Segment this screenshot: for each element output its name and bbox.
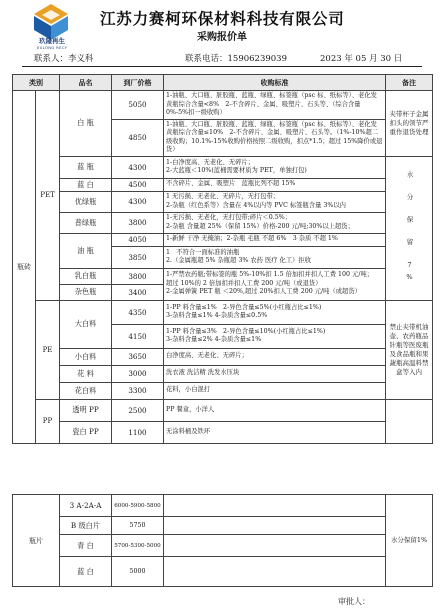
- price-value: 3800: [112, 212, 164, 233]
- table-row: [13, 178, 433, 191]
- pe-note: 禁止夹带机油壶、农药瓶品针瓶等医废瓶及食品瓶和果蔬瓶高温料禁盒等入内: [386, 300, 433, 399]
- table-row: [13, 212, 433, 233]
- price-value: 2500: [112, 399, 164, 421]
- price-value: 3800: [112, 268, 164, 284]
- category-pe: PE: [36, 300, 60, 399]
- price-value: 4050: [112, 233, 164, 246]
- pet-note: 水 分 保 留 7%: [386, 156, 433, 300]
- price-value: 3300: [112, 382, 164, 399]
- approver-label: 审批人：: [338, 597, 370, 606]
- product-name: 花 料: [60, 365, 112, 382]
- table-row: [13, 268, 433, 284]
- standard-empty: [164, 517, 386, 535]
- standard-text: 1-PP 料含量≤1% 2-异色含量≤5%(小红瓶占比≤1%) 3-杂料含量≤1% 4-杂质含量≤0.5%: [164, 300, 386, 324]
- price-value: 6000-5900-5800: [112, 495, 164, 517]
- table-row: [13, 421, 433, 443]
- product-name: 普绿瓶: [60, 212, 112, 233]
- header-divider: [22, 66, 422, 67]
- table-row: [13, 399, 433, 421]
- product-name: 蓝 白: [60, 178, 112, 191]
- table-row: [13, 300, 433, 324]
- product-name: 白 瓶: [60, 91, 112, 157]
- price-value: 4350: [112, 300, 164, 324]
- price-value: 3650: [112, 348, 164, 365]
- price-value: 5000: [112, 557, 164, 587]
- product-name: 3 A-2A-A: [60, 495, 112, 517]
- standard-text: 1-新鲜 干净 无掩油；2-杂瓶 毛瓶 不超 6% 3 杂质 不超 1%: [164, 233, 386, 246]
- price-value: 3000: [112, 365, 164, 382]
- standard-text: 不含碎片、金属、吸塑片 蓝瓶比列不超 15%: [164, 178, 386, 191]
- quote-date: 2023 年 05 月 30 日: [320, 54, 403, 64]
- price-value: 4150: [112, 324, 164, 348]
- pp-note-empty: [386, 399, 433, 443]
- standard-text: 1 无污损、无老化、无碎片，无打包带； 2-杂瓶（红色系等）含量在 4%以内等 PVC 标签瓶含量 3%以内: [164, 191, 386, 212]
- logo-text: 玖隆再生: [39, 37, 65, 45]
- table-row: [13, 557, 433, 587]
- standard-text: 1-白净度高、无老化、无碎片； 2-大蓝瓶＜10%(蓝桶需要材质为 PET，单独打包): [164, 156, 386, 178]
- table-row: [13, 495, 433, 517]
- product-name: 青 白: [60, 535, 112, 557]
- standard-text: 1-油瓶、大口瓶、脏胶瓶、蓝瓶、绿瓶、标签瓶（psc 标、纸标等）、老化发黄瓶综合含量<8% 2-不含碎片、金属、吸塑片、石头等、（综合含量 0%-5%扣一级收购）: [164, 91, 386, 120]
- table-header-row: [13, 75, 433, 91]
- product-name: 蓝 瓶: [60, 156, 112, 178]
- contact-person: 联系人：李义科: [34, 54, 94, 64]
- table-row: [13, 348, 433, 365]
- table-row: [13, 382, 433, 399]
- price-value: 3400: [112, 284, 164, 300]
- price-value: 1100: [112, 421, 164, 443]
- table-row: [13, 91, 433, 120]
- header-product: 品名: [60, 75, 112, 91]
- price-table: [12, 74, 433, 444]
- standard-empty: [164, 535, 386, 557]
- header-category: 类别: [13, 75, 60, 91]
- standard-empty: [164, 557, 386, 587]
- document-title: 采购报价单: [197, 32, 247, 43]
- table-row: [13, 517, 433, 535]
- standard-text: 无涂料桶及铁环: [164, 421, 386, 443]
- product-name: 乳白瓶: [60, 268, 112, 284]
- category-pp: PP: [36, 399, 60, 443]
- standard-empty: [164, 495, 386, 517]
- product-name: 蓝 白: [60, 557, 112, 587]
- flake-note: 水分保留1%: [386, 495, 433, 587]
- product-name: 优绿瓶: [60, 191, 112, 212]
- product-name: 花白料: [60, 382, 112, 399]
- logo-subtext: JIULONG RECY: [36, 45, 68, 50]
- price-value: 4300: [112, 191, 164, 212]
- product-name: 杂色瓶: [60, 284, 112, 300]
- header-standard: 收购标准: [164, 75, 386, 91]
- standard-text: 1-无污损、无老化，无打包带;碎片＜0.5%； 2-杂瓶 含量超 25%（保留 15%）价格-200 元/吨;30%以上超货；: [164, 212, 386, 233]
- standard-text: 白净度高、无老化、无碎片；: [164, 348, 386, 365]
- price-value: 5700-5300-5000: [112, 535, 164, 557]
- header-price: 到厂价格: [112, 75, 164, 91]
- header-note: 备注: [386, 75, 433, 91]
- category-bottle: 瓶砖: [13, 91, 36, 444]
- table-row: [13, 365, 433, 382]
- product-name: 透明 PP: [60, 399, 112, 421]
- standard-text: 1-PP 料含量≤3% 2-异色含量≤10%(小红瓶占比≤1%) 3-杂料含量≤2% 4-杂质含量≤1%: [164, 324, 386, 348]
- price-value: 3850: [112, 246, 164, 268]
- standard-text: PP 餐盒，小洋人: [164, 399, 386, 421]
- category-pet: PET: [36, 91, 60, 301]
- table-row: [13, 156, 433, 178]
- white-bottle-note: 夹带杯子金属扣头的领节严重作退货处理: [386, 91, 433, 157]
- table-row: [13, 191, 433, 212]
- product-name: 瓷白 PP: [60, 421, 112, 443]
- price-value: 5050: [112, 91, 164, 120]
- category-flake: 瓶片: [13, 495, 60, 587]
- table-row: [13, 535, 433, 557]
- price-value: 5750: [112, 517, 164, 535]
- standard-text: 1-严禁农药瓶;带标签的瓶 5%-10%扣 1.5 倍加扣并扣人工费 100 元/吨； 超过 10%的 2 倍加扣并扣人工费 200 元/吨（或退货） 2-金属弹簧 PET 瓶 ＜20%,超过 20%扣人工费 200 元/吨（或超货）: [164, 268, 386, 300]
- contact-phone: 联系电话：15906239039: [185, 54, 287, 64]
- table-row: [13, 233, 433, 246]
- price-value: 4850: [112, 119, 164, 156]
- standard-text: 1 不符合一面标准的油瓶 2.（金属瓶超 5% 杂瓶超 3% 农药 医疗 化工）拒收: [164, 246, 386, 268]
- product-name: B 级白片: [60, 517, 112, 535]
- price-value: 4300: [112, 156, 164, 178]
- company-name: 江苏力赛柯环保材料科技有限公司: [100, 10, 345, 28]
- standard-text: 洗衣液 洗洁精 洗发水压块: [164, 365, 386, 382]
- price-value: 4500: [112, 178, 164, 191]
- product-name: 大白料: [60, 300, 112, 348]
- flake-table: [12, 494, 433, 587]
- standard-text: 花料，小白混打: [164, 382, 386, 399]
- product-name: 小白料: [60, 348, 112, 365]
- standard-text: 1-油瓶、大口瓶、脏胶瓶、蓝瓶、绿瓶、标签瓶（psc 标、纸标等）、老化发黄瓶综合含量≤10% 2-不含碎片、金属、吸塑片、石头等。（1%-10%超二级收购；10.1%-15%收购价格按照二级收购，扣点*1.5；超过 15%降价或退货）: [164, 119, 386, 156]
- product-name: 油 瓶: [60, 233, 112, 268]
